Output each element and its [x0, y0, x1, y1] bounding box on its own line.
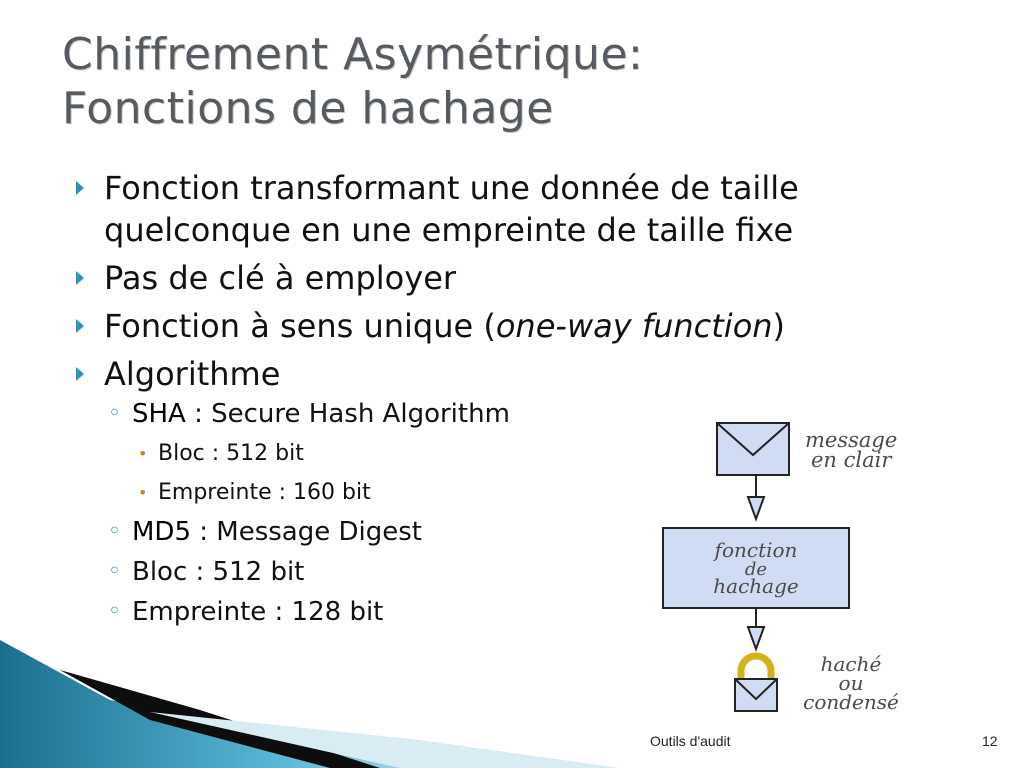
md5-keyword: MD5 [132, 517, 191, 547]
envelope-icon [717, 423, 789, 475]
triangle-bullet-icon [76, 367, 84, 381]
footer-text: Outils d'audit [650, 733, 731, 749]
hash-label-line2: ou [838, 671, 864, 695]
sub-bullet-text: Empreinte : 128 bit [132, 597, 384, 627]
sha-keyword: SHA [132, 399, 186, 429]
dot-bullet-icon: • [138, 483, 148, 502]
bullet-text: Pas de clé à employer [104, 259, 457, 297]
hash-label-line1: haché [820, 652, 882, 676]
triangle-bullet-icon [76, 319, 84, 333]
message-label-line1: message [805, 428, 898, 452]
page-number: 12 [982, 733, 998, 749]
bullet-text: Fonction à sens unique ( [104, 307, 496, 345]
function-label-line2: de [744, 559, 768, 580]
title-line-1: Chiffrement Asymétrique: [62, 29, 644, 80]
circle-bullet-icon: ◦ [108, 559, 121, 584]
triangle-bullet-icon [76, 271, 84, 285]
hash-label-line3: condensé [803, 690, 899, 714]
bullet-item [72, 353, 972, 395]
bullet-italic: one-way function [495, 307, 773, 345]
sub-sub-bullet-text: Bloc : 512 bit [158, 441, 304, 466]
bullet-text: Fonction transformant une donnée de taille [104, 169, 799, 207]
sub-sub-bullet-text: Empreinte : 160 bit [158, 480, 371, 505]
bullet-text: Algorithme [104, 355, 281, 393]
function-label-line3: hachage [713, 574, 799, 598]
arrow-down-icon [748, 475, 764, 519]
bullet-item [72, 167, 972, 251]
bullet-item [72, 305, 972, 347]
function-label-line1: fonction [714, 538, 798, 562]
triangle-bullet-icon [76, 181, 84, 195]
sub-bullet-text: : Message Digest [191, 517, 422, 547]
decorative-wave [0, 640, 1024, 768]
sub-bullet-text: Bloc : 512 bit [132, 557, 305, 587]
circle-bullet-icon: ◦ [108, 519, 121, 544]
title-line-2: Fonctions de hachage [62, 83, 554, 134]
sub-bullet-text: : Secure Hash Algorithm [185, 399, 510, 429]
circle-bullet-icon: ◦ [108, 599, 121, 624]
circle-bullet-icon: ◦ [108, 401, 121, 426]
bullet-item [72, 257, 972, 299]
dot-bullet-icon: • [138, 444, 148, 463]
bullet-text: ) [772, 307, 786, 345]
slide-title [62, 28, 962, 136]
bullet-text: quelconque en une empreinte de taille fixe [104, 211, 794, 249]
message-label-line2: en clair [811, 448, 892, 472]
